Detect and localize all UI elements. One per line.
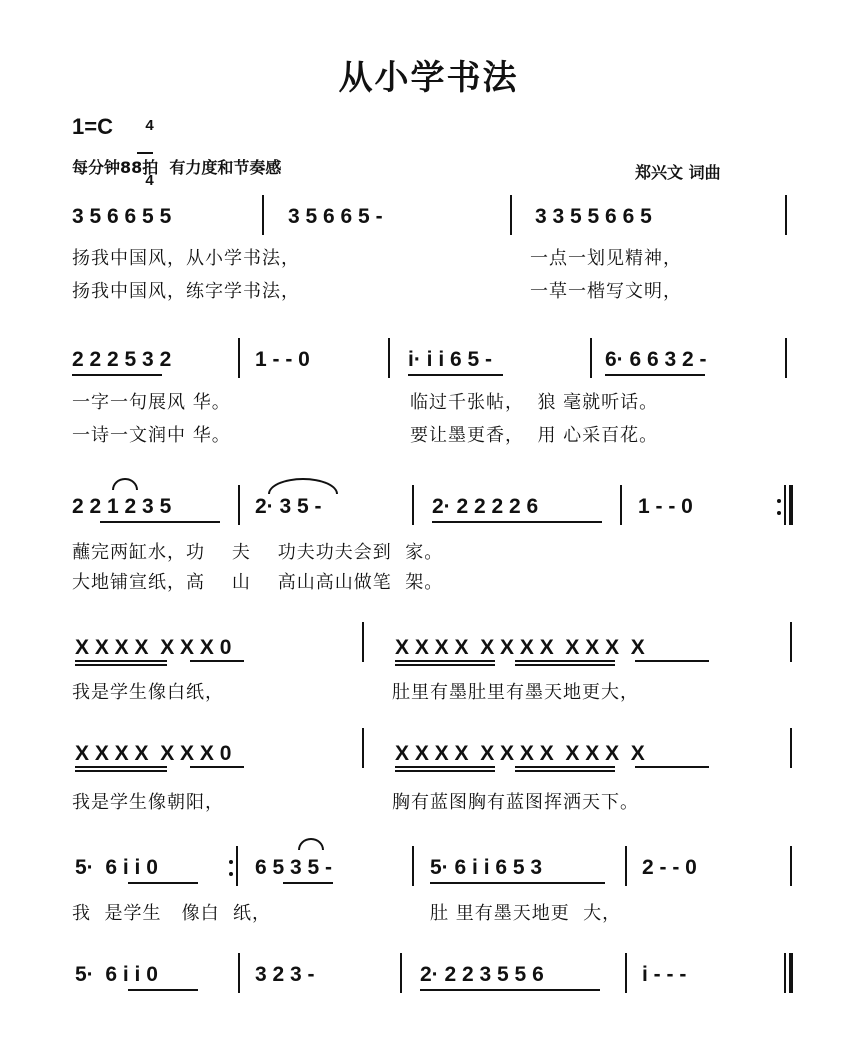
- lyric-line2-v2a: 一诗一文润中 华。: [72, 425, 231, 446]
- lyric-line3-v2: 大地铺宣纸，高 山 高山高山做笔 架。: [72, 572, 444, 593]
- author-credit: 郑兴文 词曲: [635, 163, 721, 182]
- notes-line7-m3: 2· 2 2 3 5 5 6: [420, 963, 544, 986]
- lyric-line6-b: 肚 里有墨天地更 大，: [430, 903, 622, 924]
- notes-line7-m2: 3 2 3 -: [255, 963, 315, 986]
- lyric-line5-b: 胸有蓝图胸有蓝图挥洒天下。: [392, 792, 639, 813]
- notes-line2-m1: 2 2 2 5 3 2: [72, 348, 172, 371]
- notes-line4-m1: X X X X X X X 0: [75, 636, 232, 659]
- notes-line1-m3: 3 3 5 5 6 6 5: [535, 205, 652, 228]
- notes-line7-m4: i - - -: [642, 963, 687, 986]
- notes-line3-m3: 2· 2 2 2 2 6: [432, 495, 539, 518]
- notes-line6-m3: 5· 6 i i 6 5 3: [430, 856, 543, 879]
- lyric-line4-a: 我是学生像白纸，: [72, 682, 224, 703]
- meter-bottom: 4: [145, 172, 154, 189]
- lyric-line6-a: 我 是学生 像白 纸，: [72, 903, 272, 924]
- lyric-line2-v1a: 一字一句展风 华。: [72, 392, 231, 413]
- tempo-marking: 每分钟88拍 有力度和节奏感: [72, 158, 282, 177]
- lyric-line3-v1: 蘸完两缸水，功 夫 功夫功夫会到 家。: [72, 542, 444, 563]
- notes-line4-m2: X X X X X X X X X X X X: [395, 636, 645, 659]
- notes-line5-m2: X X X X X X X X X X X X: [395, 742, 645, 765]
- notes-line6-m1: 5· 6 i i 0: [75, 856, 158, 879]
- notes-line5-m1: X X X X X X X 0: [75, 742, 232, 765]
- key-signature: 1=C: [72, 114, 113, 139]
- notes-line1-m1: 3 5 6 6 5 5: [72, 205, 172, 228]
- notes-line6-m4: 2 - - 0: [642, 856, 697, 879]
- lyric-line1-v2b: 一草一楷写文明，: [530, 281, 682, 302]
- notes-line2-m2: 1 - - 0: [255, 348, 310, 371]
- lyric-line1-v1b: 一点一划见精神，: [530, 248, 682, 269]
- notes-line3-m4: 1 - - 0: [638, 495, 693, 518]
- lyric-line2-v2b: 要让墨更香， 用 心采百花。: [410, 425, 659, 446]
- lyric-line4-b: 肚里有墨肚里有墨天地更大，: [392, 682, 639, 703]
- notes-line3-m2: 2· 3 5 -: [255, 495, 322, 518]
- notes-line1-m2: 3 5 6 6 5 -: [288, 205, 383, 228]
- notes-line6-m2: 6 5 3 5 -: [255, 856, 333, 879]
- lyric-line1-v2a: 扬我中国风，练字学书法，: [72, 281, 300, 302]
- lyric-line2-v1b: 临过千张帖， 狼 毫就听话。: [410, 392, 659, 413]
- notes-line3-m1: 2 2 1 2 3 5: [72, 495, 172, 518]
- meter-top: 4: [145, 117, 154, 134]
- notes-line7-m1: 5· 6 i i 0: [75, 963, 158, 986]
- notes-line2-m3: i· i i 6 5 -: [408, 348, 493, 371]
- lyric-line5-a: 我是学生像朝阳，: [72, 792, 224, 813]
- lyric-line1-v1a: 扬我中国风，从小学书法，: [72, 248, 300, 269]
- notes-line2-m4: 6· 6 6 3 2 -: [605, 348, 707, 371]
- song-title: 从小学书法: [338, 58, 519, 98]
